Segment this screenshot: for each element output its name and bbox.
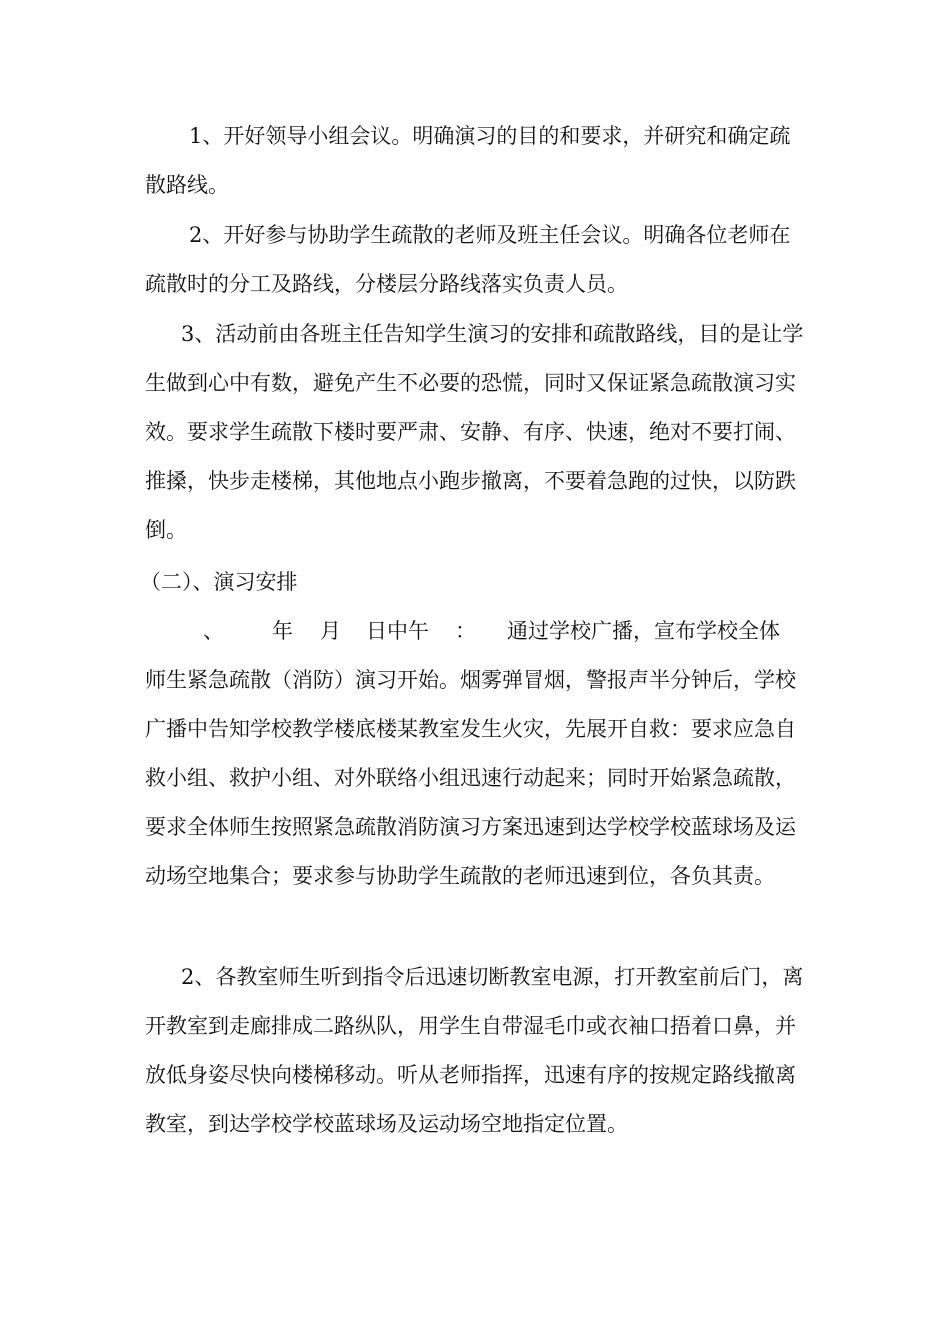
- paragraph-classroom-evacuation: 2、各教室师生听到指令后迅速切断教室电源，打开教室前后门，离开教室到走廊排成二路纵队，用学生自带湿毛巾或衣袖口捂着口鼻，并放低身姿尽快向楼梯移动。听从老师指挥，迅速有序的按规定路线撤离教室，到达学校学校蓝球场及运动场空地指定位置。: [145, 965, 804, 1136]
- section-heading-drill-arrangement: （二）、演习安排: [140, 570, 298, 594]
- schedule-colon: ：: [455, 619, 476, 643]
- schedule-year: 年: [272, 619, 293, 643]
- schedule-first-text: 通过学校广播，宣布学校全体: [507, 619, 780, 643]
- schedule-first-line: [145, 607, 807, 656]
- schedule-enumeration-mark: 、: [203, 619, 224, 643]
- schedule-rest-text: 师生紧急疏散（消防）演习开始。烟雾弹冒烟，警报声半分钟后，学校广播中告知学校教学楼底楼某教室发生火灾，先展开自救：要求应急自救小组、救护小组、对外联络小组迅速行动起来；同时开始紧急疏散，要求全体师生按照紧急疏散消防演习方案迅速到达学校学校蓝球场及运动场空地集合；要求参与协助学生疏散的老师迅速到位，各负其责。: [145, 668, 796, 888]
- schedule-month: 月: [320, 619, 341, 643]
- paragraph-drill-schedule: [145, 607, 807, 901]
- paragraph-teacher-meeting: 2、开好参与协助学生疏散的老师及班主任会议。明确各位老师在疏散时的分工及路线，分楼层分路线落实负责人员。: [145, 223, 791, 296]
- schedule-day-noon: 日中午: [366, 619, 429, 643]
- paragraph-leadership-meeting: 1、开好领导小组会议。明确演习的目的和要求，并研究和确定疏散路线。: [145, 124, 791, 197]
- paragraph-class-briefing: 3、活动前由各班主任告知学生演习的安排和疏散路线，目的是让学生做到心中有数，避免产生不必要的恐慌，同时又保证紧急疏散演习实效。要求学生疏散下楼时要严肃、安静、有序、快速，绝对不要打闹、推搡，快步走楼梯，其他地点小跑步撤离，不要着急跑的过快，以防跌倒。: [145, 322, 804, 542]
